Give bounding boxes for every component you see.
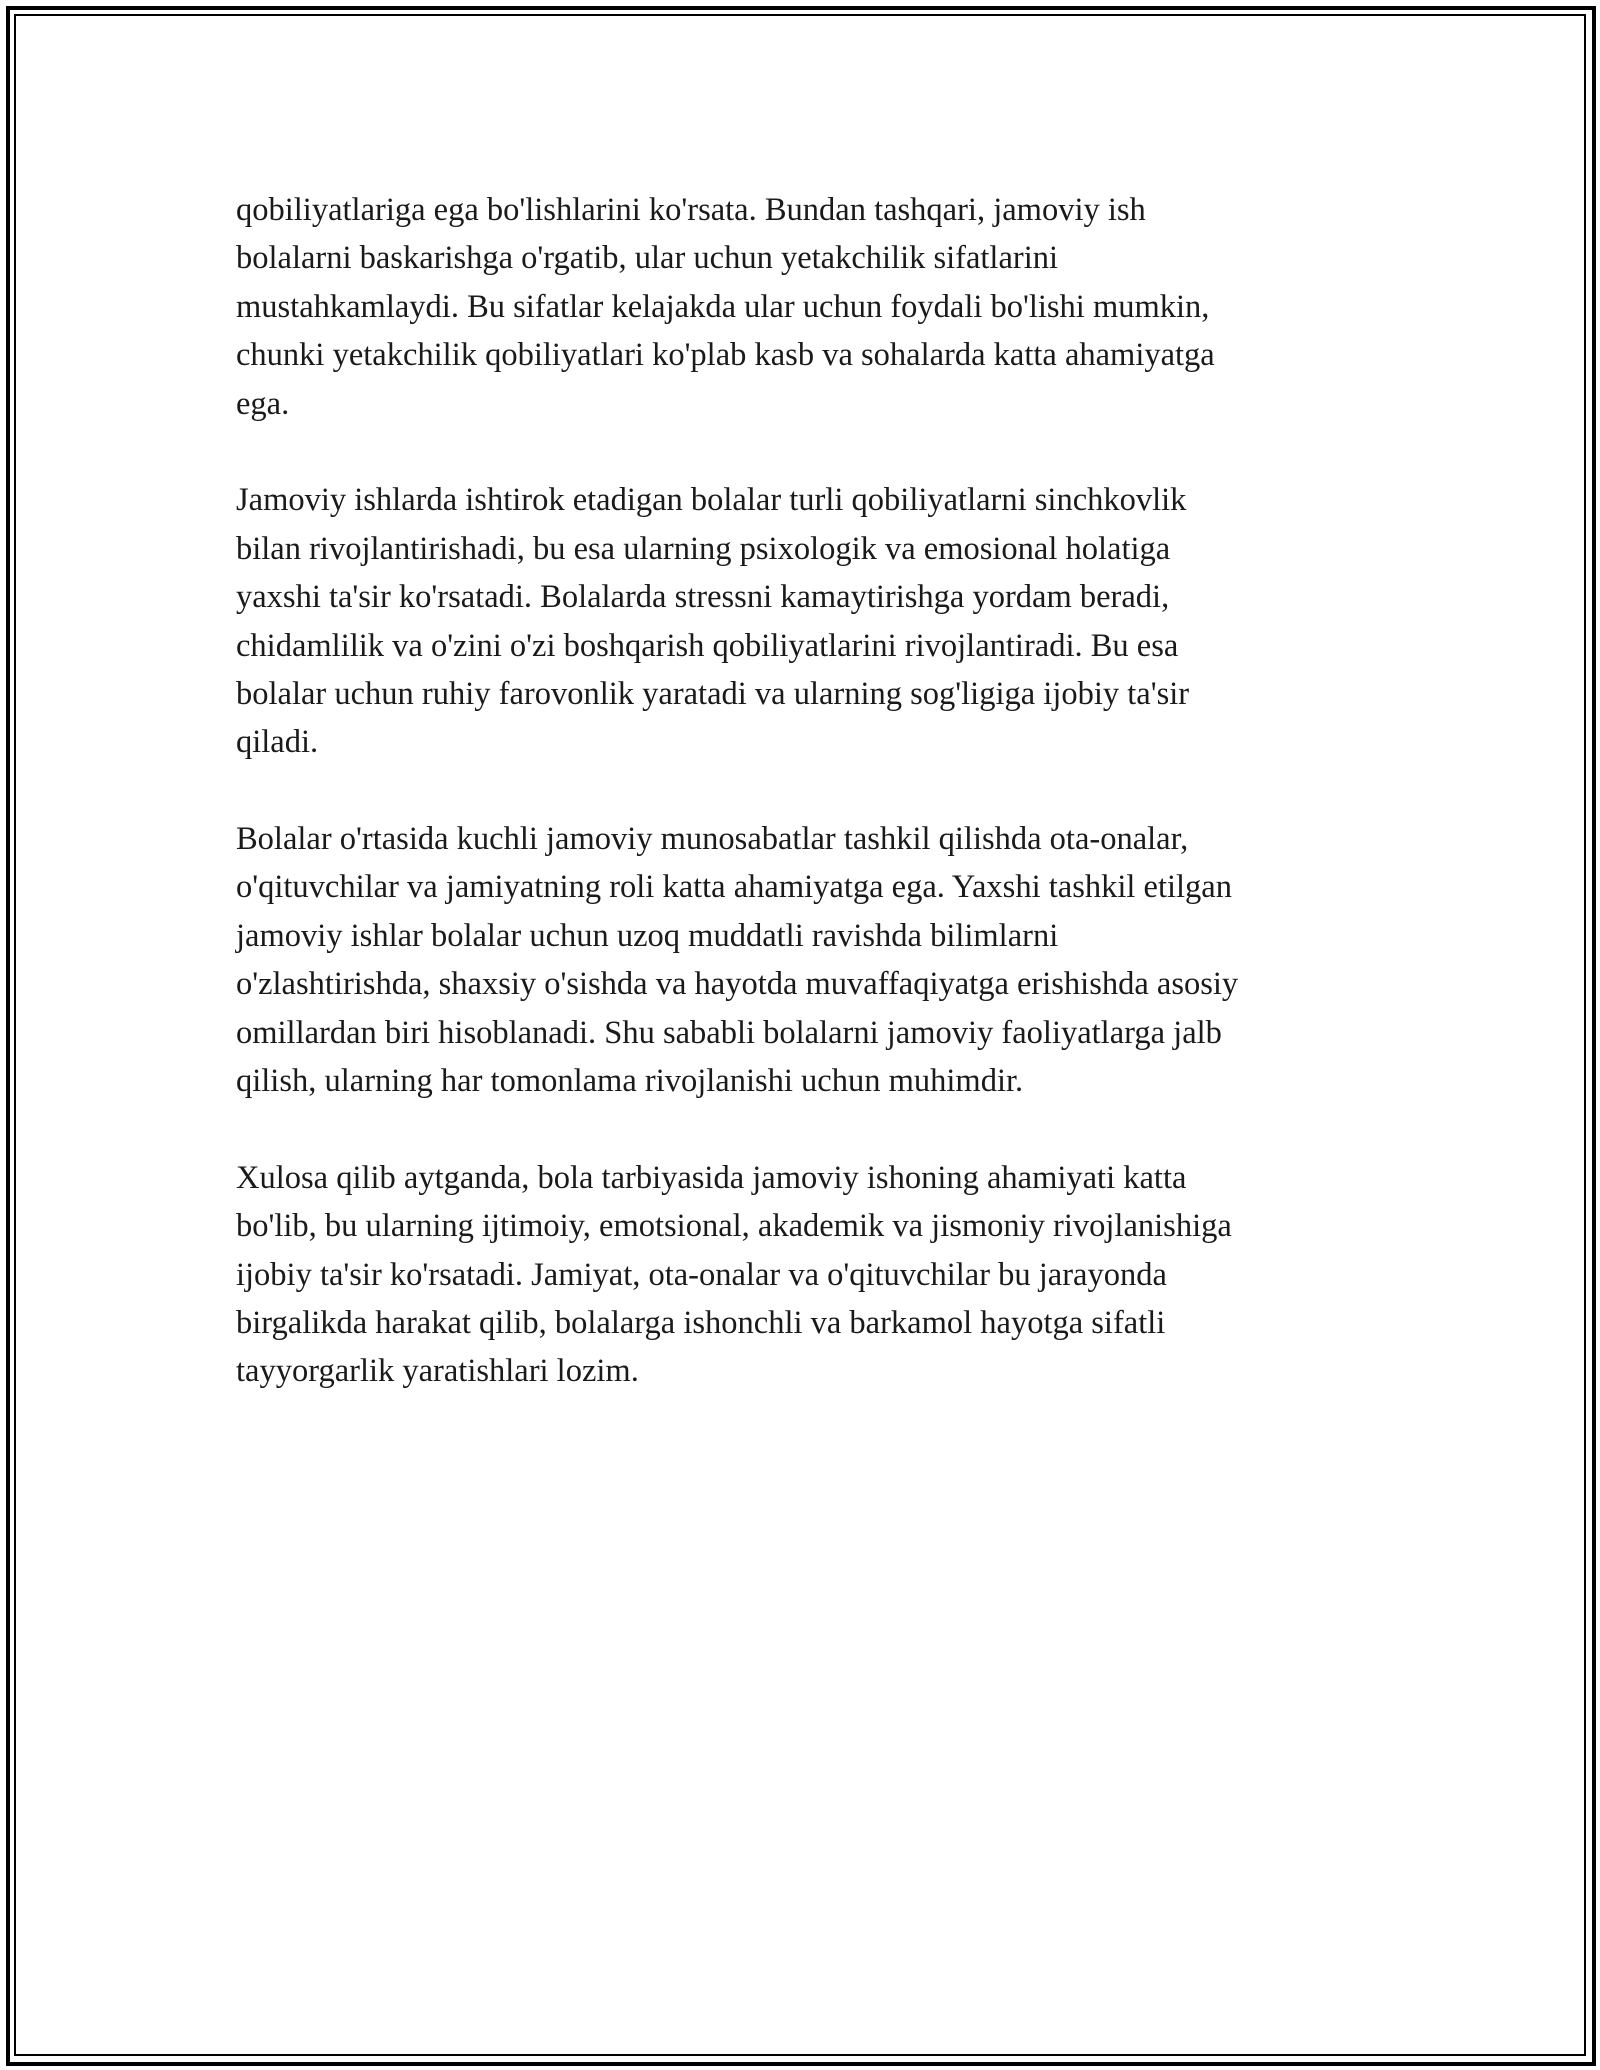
- paragraph-line: o'qituvchilar va jamiyatning roli katta ahamiyatga ega. Yaxshi tashkil etilgan: [236, 869, 1232, 906]
- paragraph-4: [236, 1154, 1400, 1396]
- paragraph-line: chidamlilik va o'zini o'zi boshqarish qobiliyatlarini rivojlantiradi. Bu esa: [236, 627, 1179, 664]
- document-body: [236, 186, 1400, 1444]
- paragraph-line: omillardan biri hisoblanadi. Shu sababli bolalarni jamoviy faoliyatlarga jalb: [236, 1014, 1222, 1051]
- paragraph-line: Bolalar o'rtasida kuchli jamoviy munosabatlar tashkil qilishda ota-onalar,: [236, 821, 1189, 858]
- paragraph-line: yaxshi ta'sir ko'rsatadi. Bolalarda stressni kamaytirishga yordam beradi,: [236, 579, 1170, 616]
- paragraph-line: qilish, ularning har tomonlama rivojlanishi uchun muhimdir.: [236, 1063, 1024, 1100]
- paragraph-1: [236, 186, 1400, 428]
- paragraph-line: qiladi.: [236, 724, 319, 761]
- paragraph-line: ijobiy ta'sir ko'rsatadi. Jamiyat, ota-onalar va o'qituvchilar bu jarayonda: [236, 1256, 1167, 1293]
- paragraph-line: bilan rivojlantirishadi, bu esa ularning psixologik va emosional holatiga: [236, 530, 1171, 567]
- paragraph-line: bolalarni baskarishga o'rgatib, ular uchun yetakchilik sifatlarini: [236, 240, 1059, 277]
- paragraph-line: mustahkamlaydi. Bu sifatlar kelajakda ular uchun foydali bo'lishi mumkin,: [236, 288, 1210, 325]
- paragraph-line: chunki yetakchilik qobiliyatlari ko'plab kasb va sohalarda katta ahamiyatga: [236, 337, 1215, 374]
- paragraph-line: bolalar uchun ruhiy farovonlik yaratadi va ularning sog'ligiga ijobiy ta'sir: [236, 675, 1190, 712]
- paragraph-line: o'zlashtirishda, shaxsiy o'sishda va hayotda muvaffaqiyatga erishishda asosiy: [236, 966, 1239, 1003]
- paragraph-line: tayyorgarlik yaratishlari lozim.: [236, 1353, 639, 1390]
- paragraph-2: [236, 476, 1400, 766]
- paragraph-line: Xulosa qilib aytganda, bola tarbiyasida jamoviy ishoning ahamiyati katta: [236, 1159, 1187, 1196]
- paragraph-3: [236, 815, 1400, 1105]
- paragraph-line: bo'lib, bu ularning ijtimoiy, emotsional, akademik va jismoniy rivojlanishiga: [236, 1208, 1232, 1245]
- paragraph-line: qobiliyatlariga ega bo'lishlarini ko'rsata. Bundan tashqari, jamoviy ish: [236, 192, 1146, 228]
- paragraph-line: ega.: [236, 385, 290, 422]
- paragraph-line: jamoviy ishlar bolalar uchun uzoq muddatli ravishda bilimlarni: [236, 917, 1059, 954]
- paragraph-line: birgalikda harakat qilib, bolalarga ishonchli va barkamol hayotga sifatli: [236, 1304, 1166, 1341]
- paragraph-line: Jamoviy ishlarda ishtirok etadigan bolalar turli qobiliyatlarni sinchkovlik: [236, 482, 1187, 519]
